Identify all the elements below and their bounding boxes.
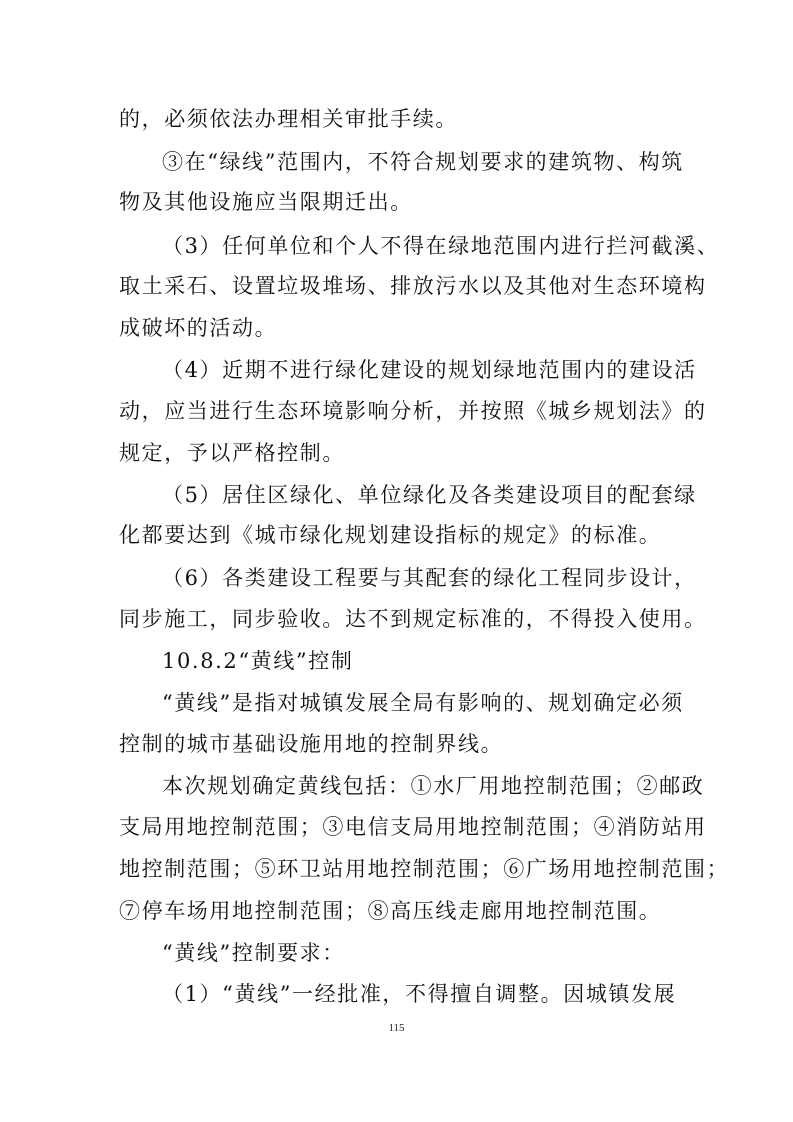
body-line: ⑦停车场用地控制范围；⑧高压线走廊用地控制范围。 <box>119 899 662 923</box>
body-line: （4）近期不进行绿化建设的规划绿地范围内的建设活 <box>162 358 697 382</box>
body-line: ③在“绿线”范围内，不符合规划要求的建筑物、构筑 <box>162 150 684 174</box>
body-line: 支局用地控制范围；③电信支局用地控制范围；④消防站用 <box>119 815 707 839</box>
body-line: 本次规划确定黄线包括：①水厂用地控制范围；②邮政 <box>162 774 705 798</box>
body-line: “黄线”是指对城镇发展全局有影响的、规划确定必须 <box>162 691 684 715</box>
page-number: 115 <box>388 1022 405 1034</box>
body-line: 同步施工，同步验收。达不到规定标准的，不得投入使用。 <box>119 607 707 631</box>
body-line: 成破坏的活动。 <box>119 316 278 340</box>
body-line: 的，必须依法办理相关审批手续。 <box>119 107 458 131</box>
body-line: 取土采石、设置垃圾堆场、排放污水以及其他对生态环境构 <box>119 274 707 298</box>
body-line: （6）各类建设工程要与其配套的绿化工程同步设计， <box>162 566 697 590</box>
body-line: “黄线”控制要求： <box>162 941 345 965</box>
body-line: 物及其他设施应当限期迁出。 <box>119 190 413 214</box>
body-line: （3）任何单位和个人不得在绿地范围内进行拦河截溪、 <box>162 234 720 258</box>
body-line: 地控制范围；⑤环卫站用地控制范围；⑥广场用地控制范围； <box>119 857 730 881</box>
body-line: 化都要达到《城市绿化规划建设指标的规定》的标准。 <box>119 523 662 547</box>
body-line: （1）“黄线”一经批准，不得擅自调整。因城镇发展 <box>162 982 677 1006</box>
section-heading: 10.8.2“黄线”控制 <box>162 649 354 673</box>
body-line: 控制的城市基础设施用地的控制界线。 <box>119 732 504 756</box>
body-line: （5）居住区绿化、单位绿化及各类建设项目的配套绿 <box>162 483 697 507</box>
body-line: 动，应当进行生态环境影响分析，并按照《城乡规划法》的 <box>119 399 707 423</box>
body-line: 规定，予以严格控制。 <box>119 441 345 465</box>
